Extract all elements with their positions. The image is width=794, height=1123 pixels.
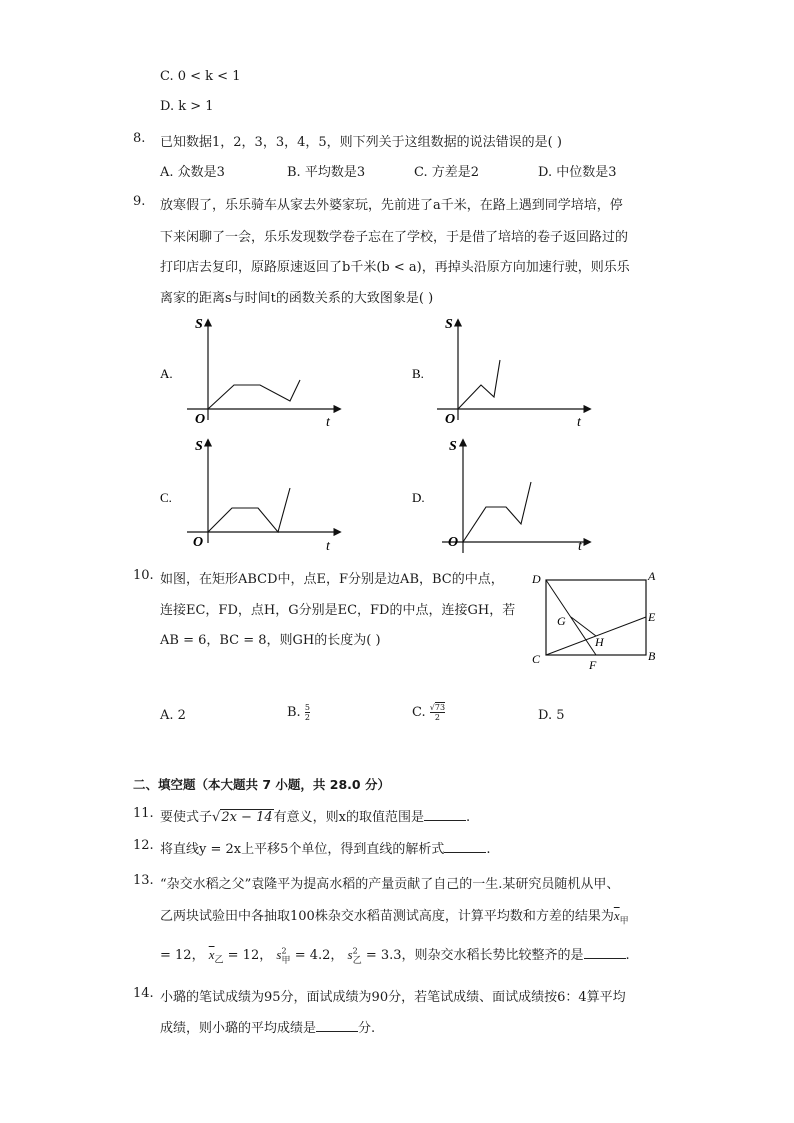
q9-graph-d-t: t — [578, 539, 582, 554]
q8-option-d: D. 中位数是3 — [538, 165, 617, 180]
q10-label-e: E — [648, 610, 656, 624]
q10-label-b: B — [648, 649, 656, 663]
q8-option-c: C. 方差是2 — [414, 165, 480, 180]
q8-option-b: B. 平均数是3 — [287, 165, 366, 180]
q14-blank[interactable] — [316, 1019, 358, 1032]
q9-graph-d — [412, 439, 590, 554]
q9-graph-d-s: S — [449, 439, 457, 454]
q14-number: 14. — [133, 986, 154, 1001]
q10-option-d: D. 5 — [538, 708, 565, 723]
q7-option-c: C. 0 < k < 1 — [160, 69, 241, 84]
q7-option-d: D. k > 1 — [160, 99, 214, 114]
q10-label-h: H — [595, 635, 604, 649]
q9-graphs — [150, 310, 630, 560]
q11-text: 要使式子√2x − 14有意义，则x的取值范围是 . — [160, 810, 471, 825]
q9-graph-c-label: C. — [160, 490, 172, 505]
q9-line4: 离家的距离s与时间t的函数关系的大致图象是( ) — [160, 291, 434, 306]
q9-line1: 放寒假了，乐乐骑车从家去外婆家玩，先前进了a千米，在路上遇到同学培培，停 — [160, 198, 623, 213]
q9-graph-d-o: O — [448, 535, 459, 550]
q8-text: 已知数据1，2，3，3，4，5，则下列关于这组数据的说法错误的是( ) — [160, 135, 562, 150]
q9-graph-b — [412, 317, 590, 430]
q10-figure — [525, 565, 675, 675]
q10-label-d: D — [532, 572, 541, 586]
q10-option-b: B. $\frac{5}{2}$ — [287, 703, 310, 722]
q10-line2: 连接EC，FD，点H，G分别是EC，FD的中点，连接GH，若 — [160, 603, 516, 618]
q9-line3: 打印店去复印，原路原速返回了b千米(b < a)，再掉头沿原方向加速行驶，则乐乐 — [160, 260, 630, 275]
q10-label-c: C — [532, 652, 541, 666]
q13-line3: = 12， $\overline{x}_乙 = 12$， $s^2_甲 = 4.2$， $s^2_乙 = 3.3$，则杂交水稻长势比较整齐的是 . — [160, 946, 630, 966]
q8-option-a: A. 众数是3 — [160, 165, 225, 180]
q11-blank[interactable] — [424, 808, 466, 821]
q13-line1: “杂交水稻之父”袁隆平为提高水稻的产量贡献了自己的一生.某研究员随机从甲、 — [160, 877, 620, 892]
q10-line1: 如图，在矩形ABCD中，点E，F分别是边AB，BC的中点， — [160, 572, 504, 587]
q9-graph-d-label: D. — [412, 490, 425, 505]
q10-line3: AB = 6，BC = 8，则GH的长度为( ) — [160, 633, 381, 648]
q13-line2: 乙两块试验田中各抽取100株杂交水稻苗测试高度，计算平均数和方差的结果为$\overline{x}_甲$ — [160, 908, 629, 927]
q9-line2: 下来闲聊了一会，乐乐发现数学卷子忘在了学校，于是借了培培的卷子返回路过的 — [160, 230, 629, 245]
q9-graph-a-o: O — [195, 412, 206, 427]
q9-graph-b-o: O — [445, 412, 456, 427]
q9-graph-c-t: t — [326, 539, 330, 554]
q9-graph-a-label: A. — [160, 366, 173, 381]
q9-graph-b-t: t — [577, 415, 581, 430]
q9-graph-a-t: t — [326, 415, 330, 430]
section-title: 二、填空题（本大题共 7 小题，共 28.0 分） — [133, 777, 390, 792]
q9-graph-a — [160, 317, 340, 430]
q11-number: 11. — [133, 806, 154, 821]
q12-number: 12. — [133, 838, 154, 853]
q10-option-a: A. 2 — [160, 708, 186, 723]
q9-number: 9. — [133, 194, 146, 209]
q10-option-c: C. $\frac{√73}{2}$ — [412, 703, 446, 722]
q8-number: 8. — [133, 131, 146, 146]
q9-graph-b-label: B. — [412, 366, 424, 381]
q12-blank[interactable] — [444, 840, 486, 853]
q14-line1: 小璐的笔试成绩为95分，面试成绩为90分，若笔试成绩、面试成绩按6：4算平均 — [160, 990, 626, 1005]
q9-graph-c — [160, 439, 340, 554]
q13-blank[interactable] — [584, 946, 626, 959]
q14-line2: 成绩，则小璐的平均成绩是 分. — [160, 1021, 376, 1036]
q9-graph-c-o: O — [193, 535, 204, 550]
q10-label-a: A — [648, 569, 656, 583]
q12-text: 将直线y = 2x上平移5个单位，得到直线的解析式 . — [160, 842, 491, 857]
q9-graph-b-s: S — [445, 317, 453, 332]
q9-graph-a-s: S — [195, 317, 203, 332]
q10-label-g: G — [557, 614, 566, 628]
q13-number: 13. — [133, 873, 154, 888]
q10-number: 10. — [133, 568, 154, 583]
q10-label-f: F — [589, 658, 597, 672]
q9-graph-c-s: S — [195, 439, 203, 454]
